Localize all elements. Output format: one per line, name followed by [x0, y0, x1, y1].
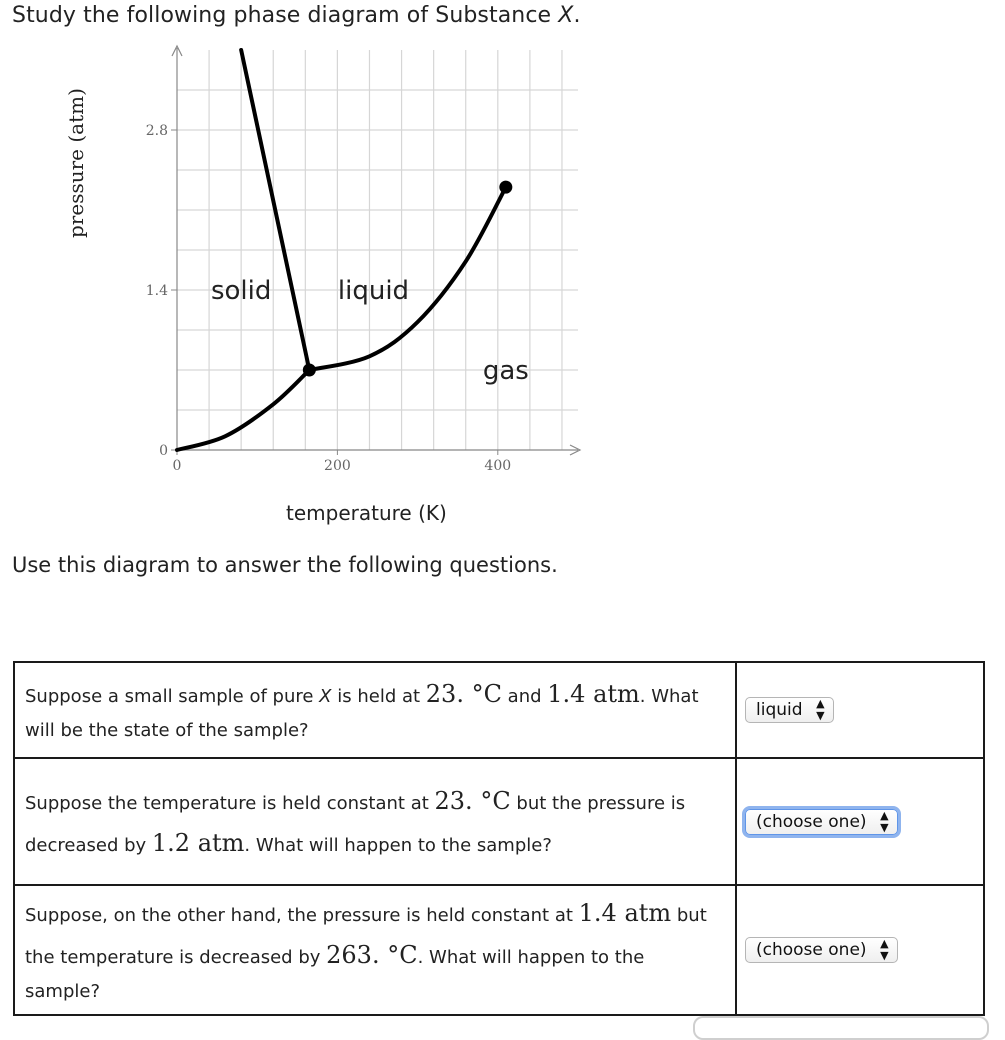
- question-text: [14, 662, 736, 758]
- answer-cell: [736, 758, 984, 885]
- x-axis-label: temperature (K): [286, 501, 447, 525]
- chart-grid: [177, 50, 578, 450]
- question-row: [14, 758, 984, 885]
- answer-select[interactable]: [745, 697, 834, 723]
- next-button-edge[interactable]: [693, 1016, 989, 1040]
- question-text-part: 23. °C: [434, 786, 511, 815]
- up-down-chevron-icon: ▲ ▼: [880, 808, 889, 834]
- region-label-gas: gas: [482, 356, 529, 386]
- question-text: [14, 758, 736, 885]
- x-tick-label: 200: [324, 458, 351, 474]
- region-label-liquid: liquid: [337, 276, 410, 306]
- intro-text: Study the following phase diagram of Substance X.: [12, 3, 581, 28]
- question-text-part: 1.4 atm: [578, 899, 672, 927]
- up-down-chevron-icon: ▲ ▼: [880, 936, 889, 962]
- answer-select[interactable]: [745, 809, 898, 835]
- question-text-part: X: [319, 686, 332, 708]
- up-down-chevron-icon: ▲ ▼: [816, 697, 825, 722]
- answer-cell: [736, 885, 984, 1015]
- question-text-part: 23. °C: [425, 680, 502, 709]
- question-text-part: is held at: [331, 686, 426, 708]
- question-text-part: but the temperature is decreased by: [25, 905, 707, 968]
- question-table: [13, 661, 985, 1016]
- question-text-part: Suppose, on the other hand, the pressure is held constant at: [25, 905, 579, 926]
- question-row: [14, 662, 984, 758]
- instruction-text: Use this diagram to answer the following questions.: [12, 553, 558, 577]
- y-tick-label: 2.8: [145, 123, 168, 139]
- question-text-part: 263. °C: [326, 941, 418, 969]
- region-label-solid: solid: [210, 276, 272, 306]
- question-text-part: 1.2 atm: [151, 828, 245, 857]
- y-axis-label: pressure (atm): [64, 88, 88, 238]
- question-text: [14, 885, 736, 1015]
- y-tick-label: 1.4: [145, 283, 168, 299]
- question-text-part: 1.4 atm: [547, 680, 640, 709]
- answer-select[interactable]: [745, 937, 898, 963]
- substance-name: X: [558, 3, 574, 28]
- x-tick-label: 400: [484, 458, 512, 474]
- question-text-part: . What will happen to the sample?: [25, 947, 645, 1002]
- chart-tick-labels: [146, 123, 511, 474]
- question-text-part: but the pressure is decreased by: [25, 792, 686, 856]
- critical-point-marker: [499, 181, 512, 194]
- answer-select-value: (choose one): [756, 939, 867, 960]
- question-row: [14, 885, 984, 1015]
- question-text-part: Suppose a small sample of pure: [25, 686, 320, 708]
- question-text-part: . What will be the state of the sample?: [25, 686, 699, 742]
- y-tick-label: 0: [159, 443, 168, 459]
- answer-select-value: (choose one): [756, 811, 867, 832]
- question-text-part: . What will happen to the sample?: [244, 834, 552, 856]
- answer-select-value: liquid: [756, 700, 803, 720]
- question-text-part: Suppose the temperature is held constant at: [25, 792, 435, 814]
- triple-point-marker: [303, 364, 316, 377]
- x-tick-label: 0: [172, 458, 182, 474]
- question-text-part: and: [501, 686, 548, 708]
- answer-cell: [736, 662, 984, 758]
